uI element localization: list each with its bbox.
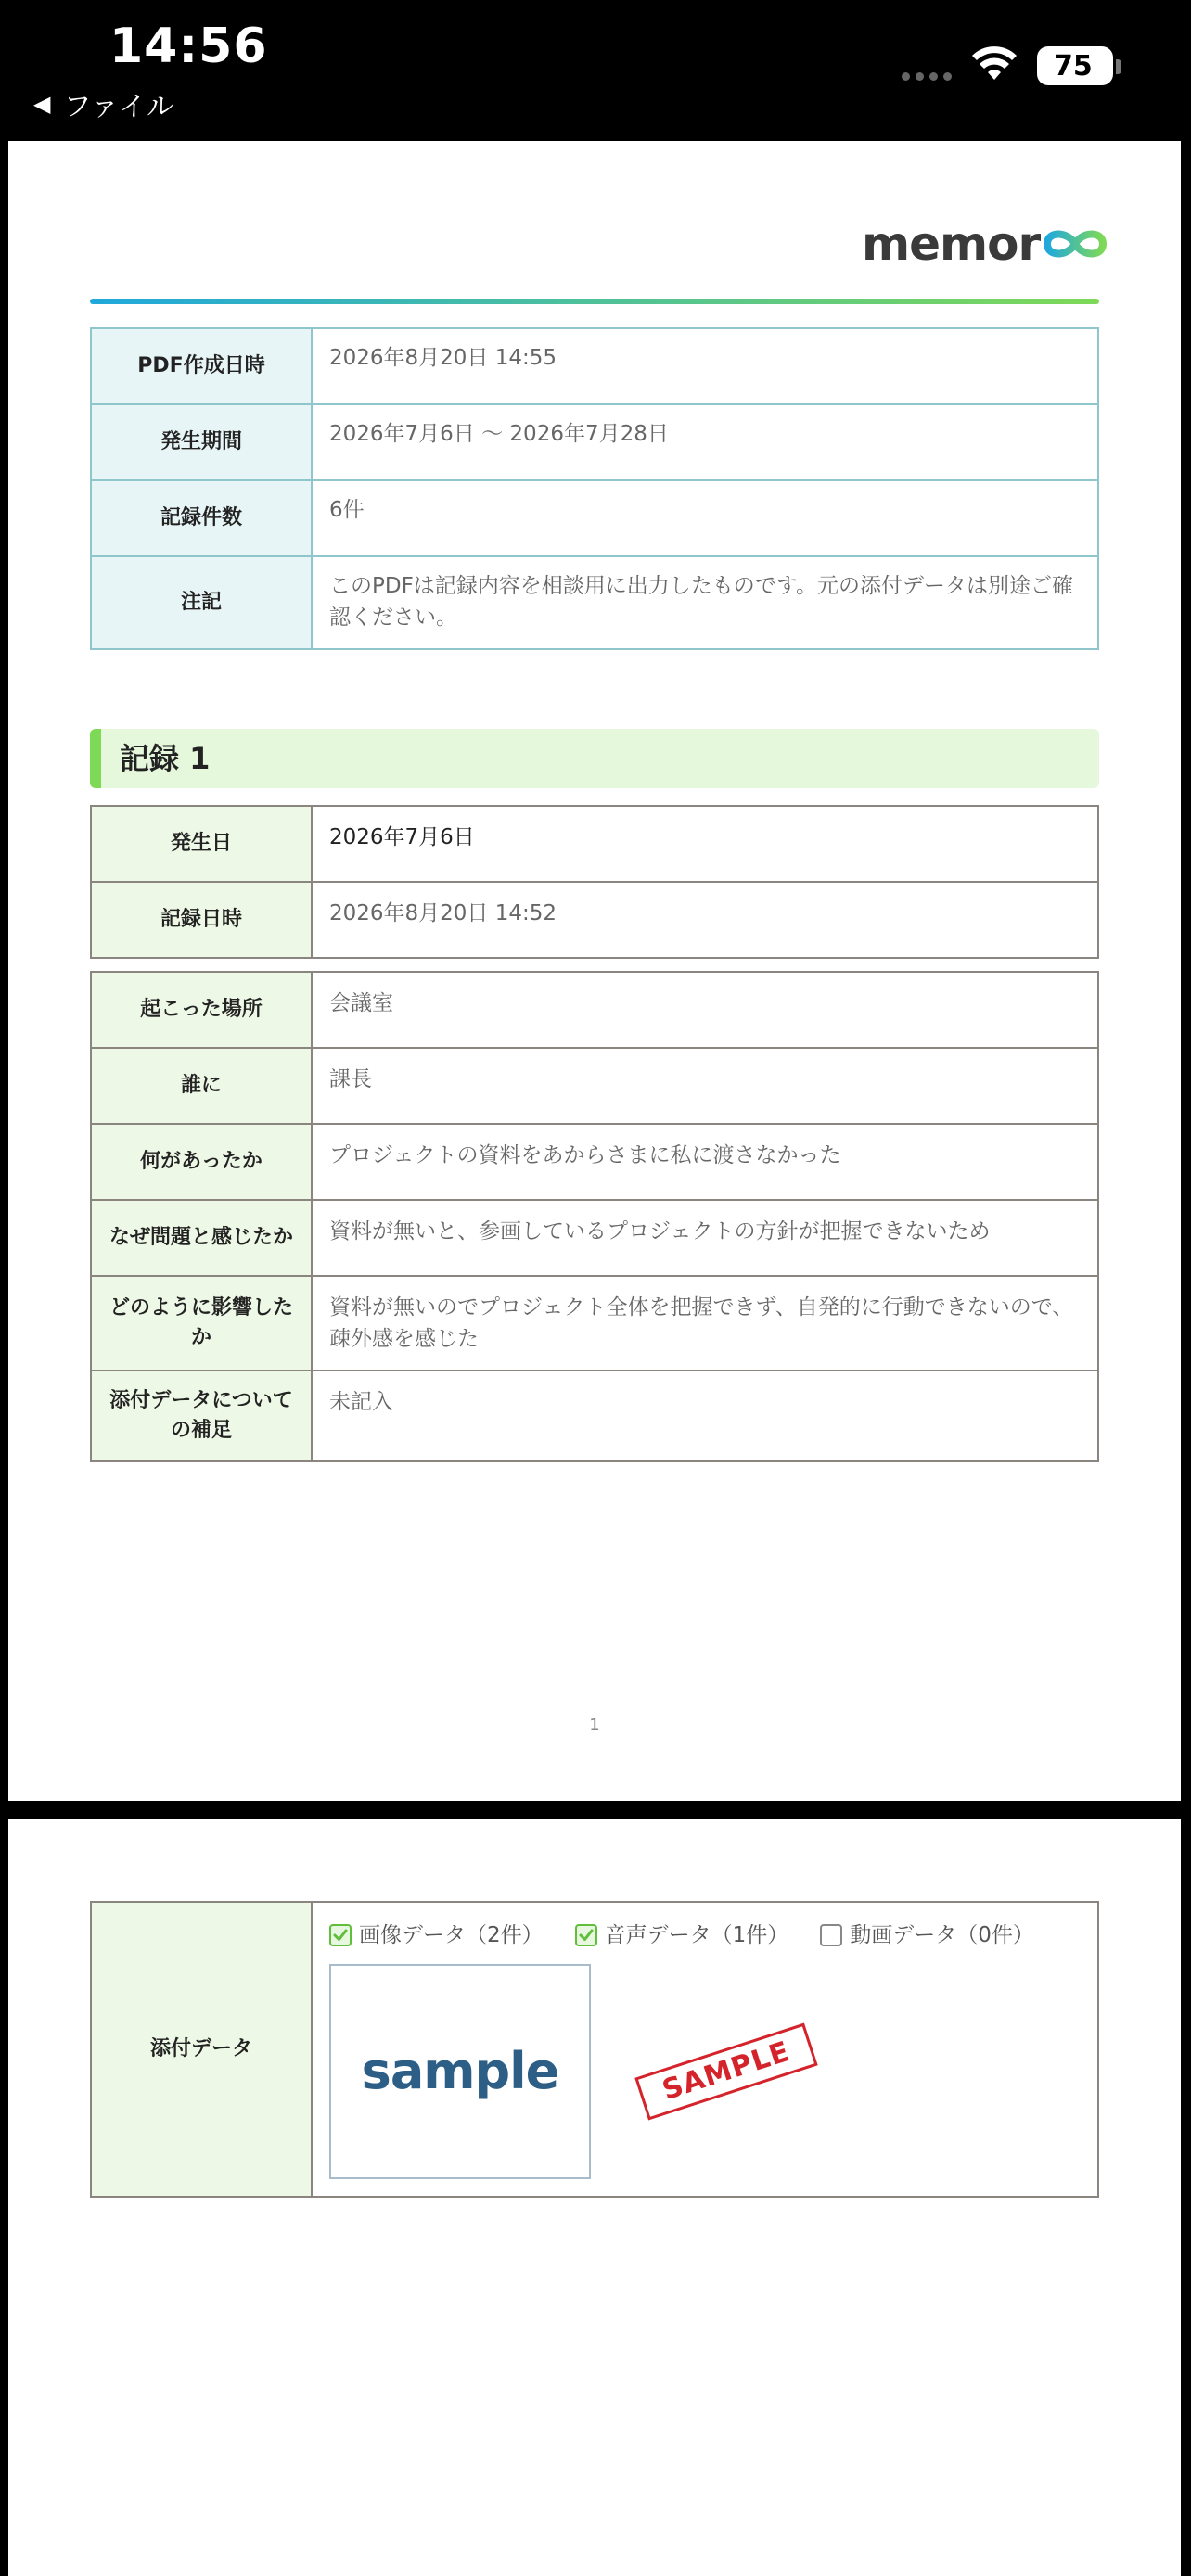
attachment-type-checks <box>329 1919 1081 1951</box>
wifi-icon <box>970 45 1018 82</box>
back-label: ファイル <box>63 91 174 123</box>
page-number: 1 <box>589 1715 600 1735</box>
sample-stamp: SAMPLE <box>634 2022 818 2120</box>
table-row <box>91 1371 1098 1461</box>
summary-label: 注記 <box>91 556 312 649</box>
record-value: 会議室 <box>312 972 1098 1048</box>
record-value: 未記入 <box>312 1371 1098 1461</box>
audio-data-label: 音声データ（1件） <box>604 1923 789 1947</box>
pdf-page-1 <box>8 141 1181 1801</box>
table-row <box>91 972 1098 1048</box>
audio-data-check <box>575 1919 789 1951</box>
status-bar <box>0 0 1191 141</box>
attachment-label: 添付データ <box>91 1902 312 2197</box>
image-data-check <box>329 1919 544 1951</box>
table-row <box>91 404 1098 480</box>
memoro-logo <box>862 217 1110 271</box>
record-value: 課長 <box>312 1048 1098 1124</box>
summary-label: 発生期間 <box>91 404 312 480</box>
summary-label: 記録件数 <box>91 480 312 556</box>
record-label: 発生日 <box>91 806 312 882</box>
record-value: 2026年7月6日 <box>312 806 1098 882</box>
infinity-logo-icon <box>1040 223 1110 264</box>
record-label: 起こった場所 <box>91 972 312 1048</box>
header-divider <box>90 299 1099 304</box>
status-time: 14:56 <box>109 19 268 74</box>
pdf-page-2 <box>8 1819 1181 2576</box>
thumbnail-text: sample <box>361 2042 559 2100</box>
table-row <box>91 556 1098 649</box>
table-row <box>91 806 1098 882</box>
table-row <box>91 1276 1098 1371</box>
checkbox-checked-icon <box>575 1924 597 1946</box>
table-row <box>91 328 1098 404</box>
record-label: 記録日時 <box>91 882 312 958</box>
table-row <box>91 1048 1098 1124</box>
summary-value: このPDFは記録内容を相談用に出力したものです。元の添付データは別途ご確認ください。 <box>312 556 1098 649</box>
video-data-label: 動画データ（0件） <box>850 1923 1034 1947</box>
summary-value: 6件 <box>312 480 1098 556</box>
summary-table <box>90 327 1099 650</box>
battery-icon <box>1037 46 1113 85</box>
image-data-label: 画像データ（2件） <box>359 1923 544 1947</box>
table-row <box>91 1124 1098 1200</box>
attachment-cell <box>312 1902 1098 2197</box>
logo-text: memor <box>862 217 1041 271</box>
battery-level: 75 <box>1054 49 1093 83</box>
image-thumbnail <box>329 1964 591 2179</box>
record-value: 資料が無いのでプロジェクト全体を把握できず、自発的に行動できないので、疎外感を感じた <box>312 1276 1098 1371</box>
checkbox-unchecked-icon <box>820 1924 842 1946</box>
record-value: 資料が無いと、参画しているプロジェクトの方針が把握できないため <box>312 1200 1098 1276</box>
record-value: 2026年8月20日 14:52 <box>312 882 1098 958</box>
attachment-table <box>90 1901 1099 2198</box>
record-label: 添付データについての補足 <box>91 1371 312 1461</box>
summary-label: PDF作成日時 <box>91 328 312 404</box>
table-row <box>91 480 1098 556</box>
battery-tip <box>1116 59 1121 74</box>
checkbox-checked-icon <box>329 1924 352 1946</box>
record-label: なぜ問題と感じたか <box>91 1200 312 1276</box>
record-label: どのように影響したか <box>91 1276 312 1371</box>
back-button[interactable] <box>33 83 174 124</box>
record-details-table <box>90 971 1099 1462</box>
summary-value: 2026年7月6日 〜 2026年7月28日 <box>312 404 1098 480</box>
table-row <box>91 1902 1098 2197</box>
cellular-signal-icon <box>902 72 952 81</box>
record-label: 誰に <box>91 1048 312 1124</box>
record-dates-table <box>90 805 1099 959</box>
record-value: プロジェクトの資料をあからさまに私に渡さなかった <box>312 1124 1098 1200</box>
summary-value: 2026年8月20日 14:55 <box>312 328 1098 404</box>
video-data-check <box>820 1919 1034 1951</box>
record-title: 記録 1 <box>90 729 1099 788</box>
back-triangle-icon: ◀ <box>33 91 51 117</box>
table-row <box>91 882 1098 958</box>
record-label: 何があったか <box>91 1124 312 1200</box>
table-row <box>91 1200 1098 1276</box>
